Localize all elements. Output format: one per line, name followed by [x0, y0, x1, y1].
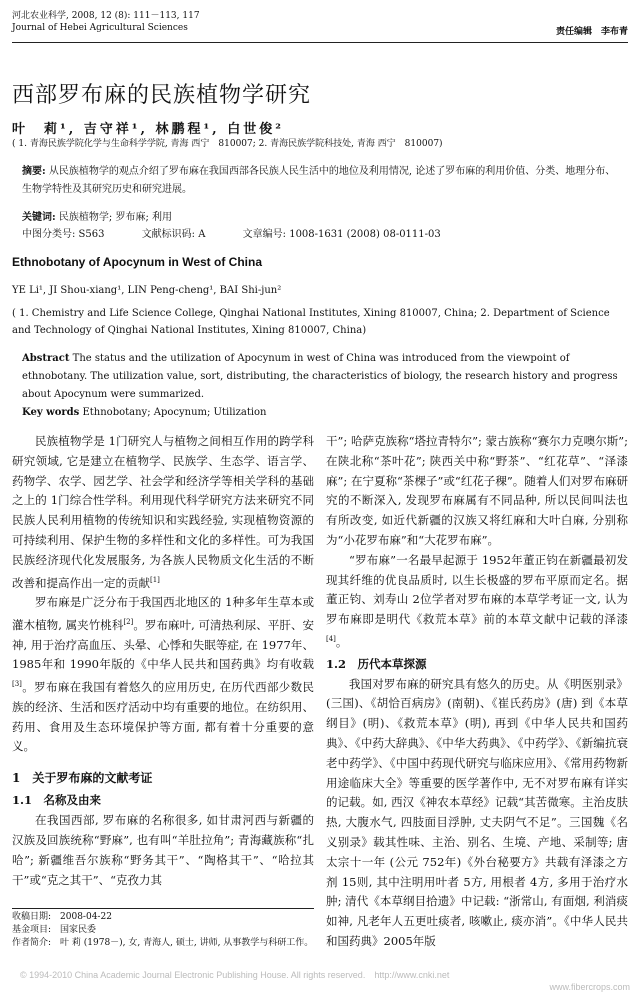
footnotes: [12, 908, 314, 950]
keywords-en-text: Ethnobotany; Apocynum; Utilization: [82, 407, 267, 418]
abstract-zh-label: 摘要:: [22, 166, 46, 177]
paragraph: 民族植物学是 1门研究人与植物之间相互作用的跨学科研究领域, 它是建立在植物学、民族学、生态学、语言学、药物学、农学、园艺学、社会学和经济学等相关学科的基础之上的 1门综合性学科。利用现代科学研究方法来研究不同民族人民利用植物的传统知识和实践经验, 实现植物资源的可持续利用、保护生物的多样性和文化的多样性。可为我国民族经济现代化发展服务, 为各族人民物质文化生活的不断改善和提高作出一定的贡献[1]: [12, 434, 314, 590]
keywords-zh: [22, 208, 172, 223]
citation-ref: [2]: [123, 618, 134, 626]
authors-zh: 叶 莉¹, 吉守祥¹, 林鹏程¹, 白世俊²: [12, 122, 284, 137]
abstract-zh: [22, 163, 622, 199]
paragraph: 在我国西部, 罗布麻的名称很多, 如甘肃河西与新疆的汉族及回族统称“野麻”, 也有叫“羊肚拉角”; 青海藏族称“扎哈”; 新疆维吾尔族称“野务其干”、“陶格其干”、“哈拉其干”或“克之其干”、“克孜力其: [12, 813, 314, 887]
fund-project: 基金项目: 国家民委: [12, 925, 97, 935]
keywords-zh-label: 关键词:: [22, 212, 56, 223]
citation-ref: [4]: [326, 634, 336, 643]
subsection-heading: 1.2 历代本草探源: [326, 656, 427, 671]
keywords-en: [22, 407, 267, 418]
section-heading: 1 关于罗布麻的文献考证: [12, 771, 153, 786]
copyright-footer: © 1994-2010 China Academic Journal Electronic Publishing House. All rights reserved. http://www.cnki.net: [20, 970, 450, 980]
author-bio: 作者简介: 叶 莉 (1978－), 女, 青海人, 硕士, 讲师, 从事教学与科研工作。: [12, 938, 314, 948]
affiliation-en: ( 1. Chemistry and Life Science College, Qinghai National Institutes, Xining 810007, China; 2. Department of Science and Technology of Qinghai National Institutes, Xining 810007, China): [12, 308, 610, 336]
journal-line-zh: 河北农业科学, 2008, 12 (8): 111－113, 117: [12, 11, 200, 21]
abstract-en-label: Abstract: [22, 353, 70, 364]
article-title-en: Ethnobotany of Apocynum in West of China: [12, 255, 262, 269]
site-watermark: www.fibercrops.com: [549, 982, 630, 992]
classification-line: [22, 225, 622, 240]
abstract-en-text: The status and the utilization of Apocynum in west of China was introduced from the viewpoint of ethnobotany. The utilization value, sort, distributing, the characteristics of biology, the research history and progress about Apocynum were summarized.: [22, 353, 618, 400]
body-right-column: [326, 432, 628, 952]
keywords-en-label: Key words: [22, 407, 80, 418]
paragraph: 我国对罗布麻的研究具有悠久的历史。从《明医别录》(三国)、《胡恰百病房》(南朝)、《崔氏药房》(唐) 到《本草纲目》(明)、《救荒本草》(明), 再到《中华人民共和国药典》、《中药大辞典》、《中华大药典》、《中药学》、《新编抗衰老中药学》、《中国中药现代研究与临床应用》、《常用药物新用途临床大全》等重要的医学著作中, 无不对罗布麻有详实的记载。如, 西汉《神农本草经》记载“其苦微寒。主治皮肤热, 大腹水气, 四肢面目浮肿, 丈夫阴气不足”。三国魏《名义别录》载其性味、主治、别名、生境、产地、采制等; 唐太宗十一年 (公元 752年)《外台秘要方》共载有泽漆之方剂 15则, 其中注明用叶者 5方, 用根者 4方, 多用于治疗水肿; 清代《本草纲目拾遗》中记载: “浙常山, 有面烟, 利消痰如神, 凡老年人五更吐痰者, 咳嗽止, 痰亦消”。《中华人民共和国药典》2005年版: [326, 676, 628, 948]
running-header: [12, 8, 628, 43]
abstract-zh-text: 从民族植物学的观点介绍了罗布麻在我国西部各民族人民生活中的地位及利用情况, 论述了罗布麻的利用价值、分类、地理分布、生物学特性及其研究历史和研究进展。: [22, 166, 616, 195]
journal-line-en: Journal of Hebei Agricultural Sciences: [12, 23, 188, 33]
authors-en: YE Li¹, JI Shou-xiang¹, LIN Peng-cheng¹, BAI Shi-jun²: [12, 285, 282, 296]
body-left-column: [12, 432, 314, 890]
affiliation-zh: ( 1. 青海民族学院化学与生命科学学院, 青海 西宁 810007; 2. 青海民族学院科技处, 青海 西宁 810007): [12, 139, 443, 149]
paragraph: 干”; 哈萨克族称“塔拉青特尔”; 蒙古族称“赛尔力克噢尔斯”; 在陕北称“茶叶花”; 陕西关中称“野茶”、“红花草”、“泽漆麻”; 在宁夏称“茶棵子”或“红花子稞”。随着人们对罗布麻研究的不断深入, 发现罗布麻属有不同品种, 所以民间叫法也有所改变, 如近代新疆的汉族又将红麻和大叶白麻, 分别称为“小花罗布麻”和“大花罗布麻”。: [326, 434, 628, 547]
abstract-en: [22, 350, 622, 404]
citation-ref: [3]: [12, 680, 22, 689]
clc-number: 中图分类号: S563: [22, 229, 105, 240]
paragraph: “罗布麻”一名最早起源于 1952年董正钧在新疆最初发现其纤维的优良品质时, 以生长极盛的罗布平原而定名。据董正钧、刘寿山 2位学者对罗布麻的本草学考证一文, 认为罗布麻即是明代《救荒本草》前的本草文献中记载的泽漆[4]。: [326, 552, 628, 649]
subsection-heading: 1.1 名称及由来: [12, 793, 102, 808]
received-date: 收稿日期: 2008-04-22: [12, 912, 112, 922]
paragraph: 罗布麻是广泛分布于我国西北地区的 1种多年生草本或灌木植物, 属夹竹桃科[2]。罗布麻叶, 可清热利尿、平肝、安神, 用于治疗高血压、头晕、心悸和失眠等症, 在 1977年、1985年和 1990年版的《中华人民共和国药典》均有收载[3]。罗布麻在我国有着悠久的应用历史, 在历代西部少数民族的经济、生活和医疗活动中均有重要的地位。在纺织用、药用、食用及生态环境保护等方面, 都有着十分重要的意义。: [12, 595, 315, 754]
article-number: 文章编号: 1008-1631 (2008) 08-0111-03: [242, 229, 441, 240]
keywords-zh-text: 民族植物学; 罗布麻; 利用: [58, 212, 172, 223]
citation-ref: [1]: [150, 575, 160, 584]
doc-code: 文献标识码: A: [141, 229, 206, 240]
journal-citation: [12, 10, 200, 34]
editor-credit: 责任编辑 李布青: [555, 27, 628, 37]
article-title-zh: 西部罗布麻的民族植物学研究: [12, 83, 312, 108]
